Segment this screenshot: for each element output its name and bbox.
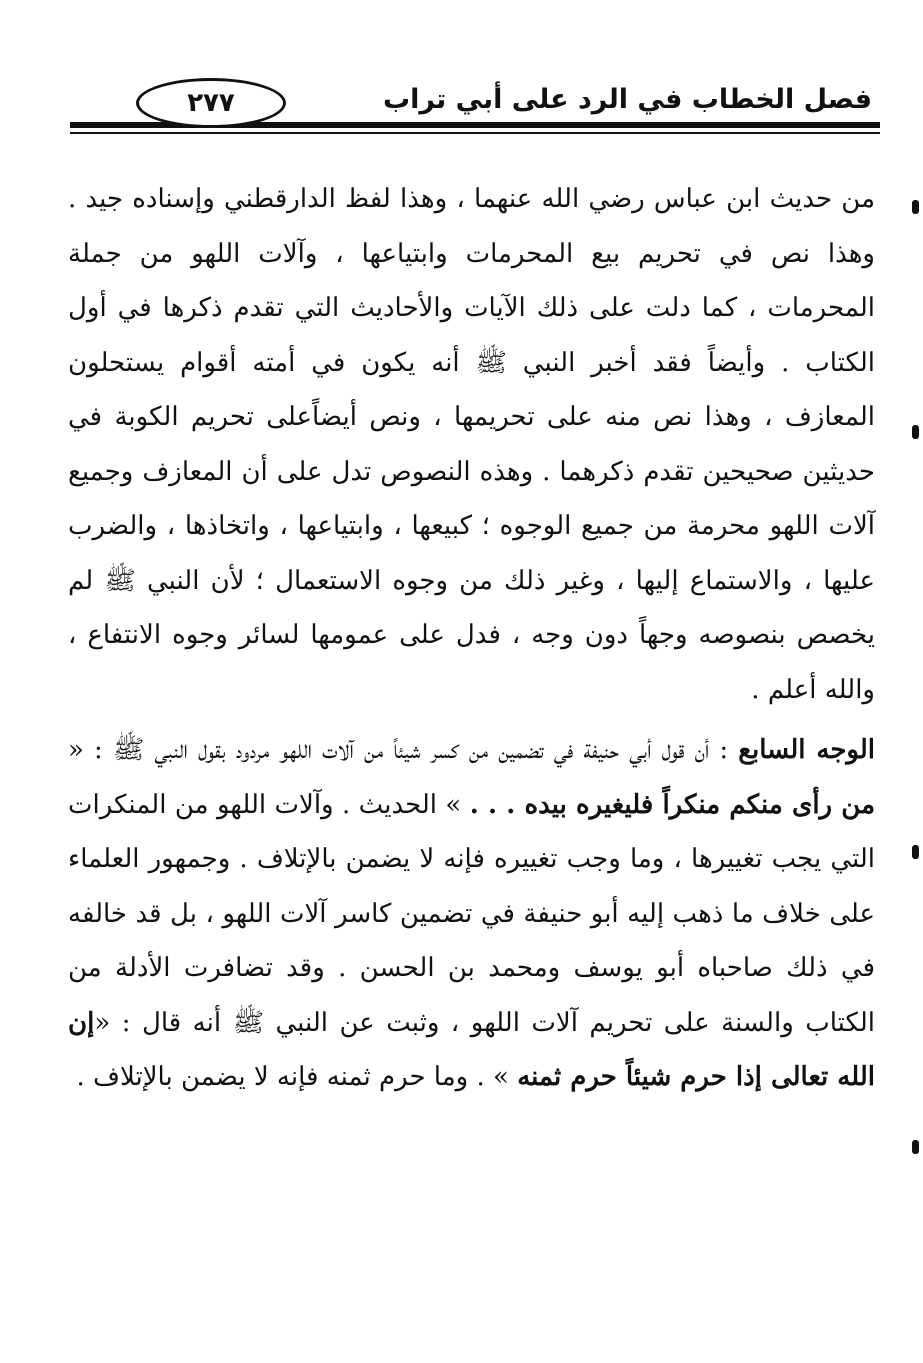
paragraph-2 xyxy=(68,723,875,1105)
margin-mark xyxy=(912,200,919,214)
running-title: فصل الخطاب في الرد على أبي تراب xyxy=(382,84,872,115)
margin-mark xyxy=(912,1140,919,1154)
margin-mark xyxy=(912,425,919,439)
paragraph-1: من حديث ابن عباس رضي الله عنهما ، وهذا لفظ الدارقطني وإسناده جيد . وهذا نص في تحريم بيع المحرمات وابتياعها ، وآلات اللهو من جملة المحرمات ، كما دلت على ذلك الآيات والأحاديث التي تقدم ذكرها في أول الكتاب . وأيضاً فقد أخبر النبي ﷺ أنه يكون في أمته أقوام يستحلون المعازف ، وهذا نص منه على تحريمها ، ونص أيضاًعلى تحريم الكوبة في حديثين صحيحين تقدم ذكرهما . وهذه النصوص تدل على أن المعازف وجميع آلات اللهو محرمة من جميع الوجوه ؛ كبيعها ، وابتياعها ، واتخاذها ، والضرب عليها ، والاستماع إليها ، وغير ذلك من وجوه الاستعمال ؛ لأن النبي ﷺ لم يخصص بنصوصه وجهاً دون وجه ، فدل على عمومها لسائر وجوه الانتفاع ، والله أعلم . xyxy=(68,184,875,705)
paragraph-2-text-3: » . وما حرم ثمنه فإنه لا يضمن بالإتلاف . xyxy=(76,1062,518,1092)
margin-mark xyxy=(912,845,919,859)
page-number: ٢٧٧ xyxy=(136,78,286,128)
paragraph-2-text-1: : أن قول أبي حنيفة في تضمين من كسر شيئاً من آلات اللهو مردود بقول النبي ﷺ : « xyxy=(68,735,739,765)
page-header xyxy=(70,70,880,142)
hadith-quote-2: إن الله تعالى إذا حرم شيئاً حرم ثمنه xyxy=(68,1007,875,1092)
paragraph-2-text-2: » الحديث . وآلات اللهو من المنكرات التي يجب تغييرها ، وما وجب تغييره فإنه لا يضمن بالإتلاف . وجمهور العلماء على خلاف ما ذهب إليه أبو حنيفة في تضمين كاسر آلات اللهو ، بل قد خالفه في ذلك صاحباه أبو يوسف ومحمد بن الحسن . وقد تضافرت الأدلة من الكتاب والسنة على تحريم آلات اللهو ، وثبت عن النبي ﷺ أنه قال : « xyxy=(68,789,875,1038)
hadith-quote-1: من رأى منكم منكراً فليغيره بيده . . . xyxy=(469,789,876,820)
main-text xyxy=(68,172,875,1105)
header-rule-thin xyxy=(70,132,880,134)
section-heading: الوجه السابع xyxy=(738,735,875,765)
